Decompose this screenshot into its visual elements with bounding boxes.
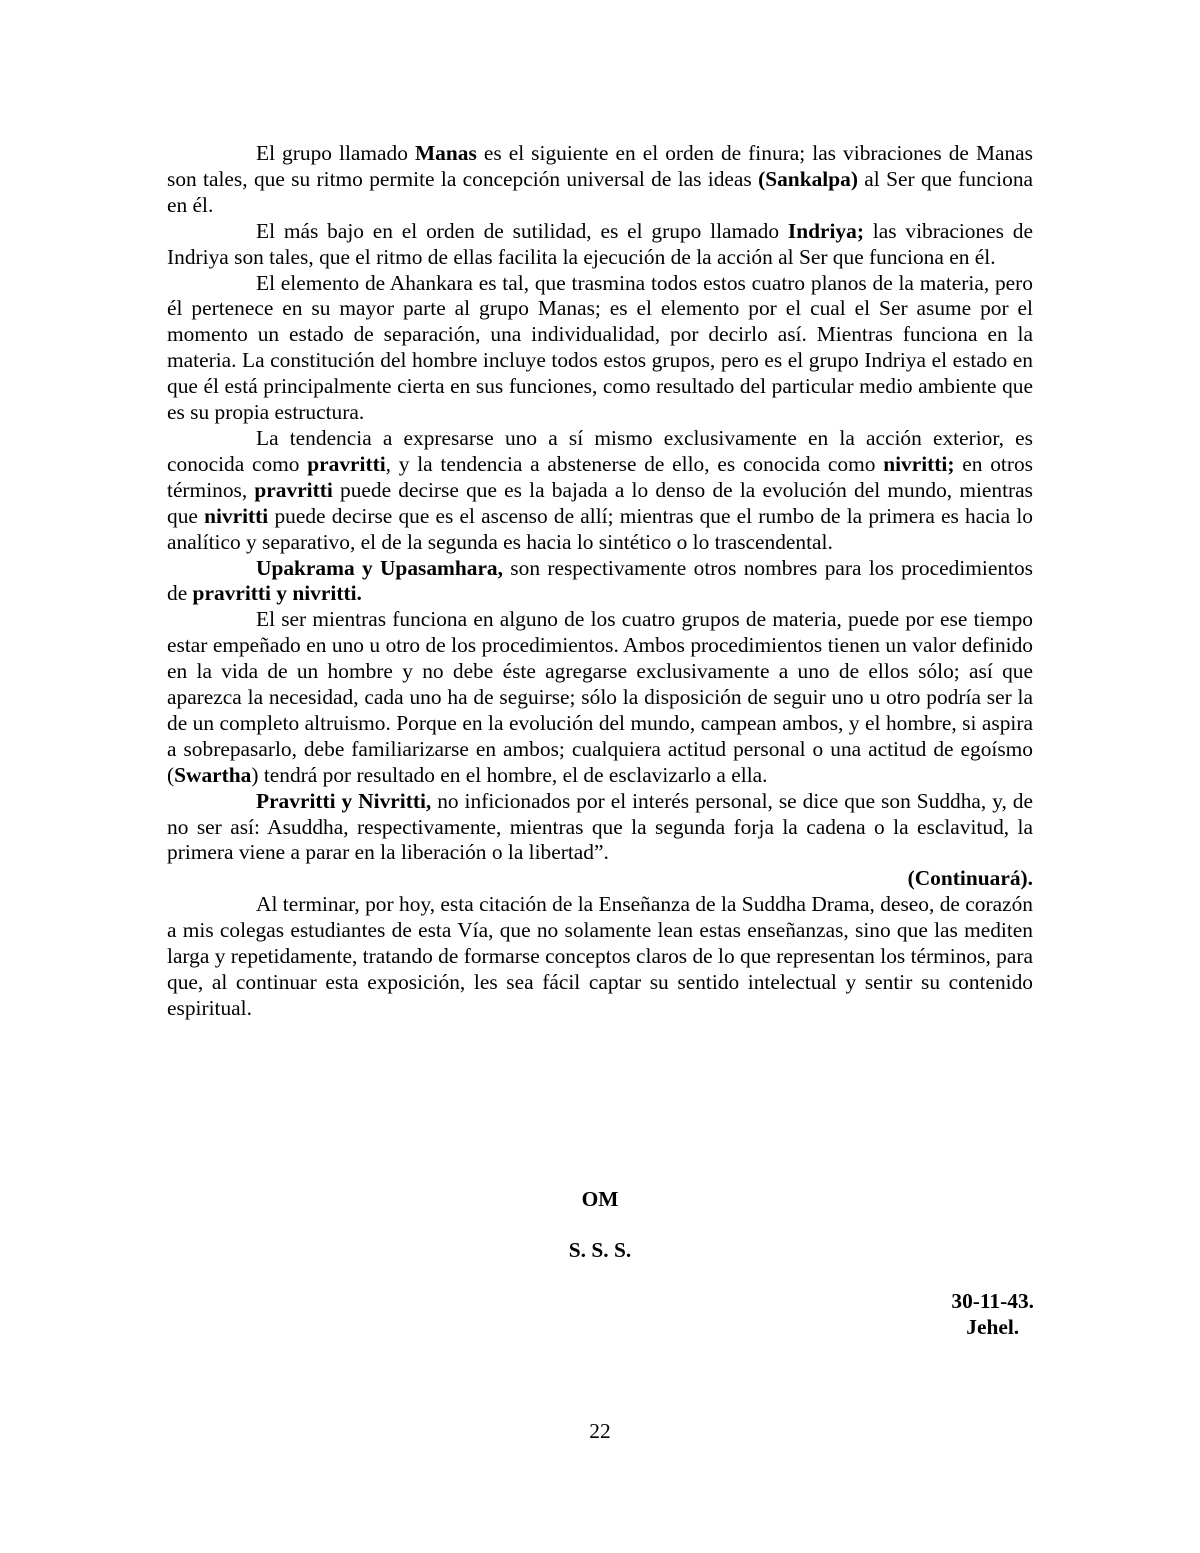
- text-run: al Ser que funciona en él.: [167, 166, 1034, 217]
- om-heading: OM: [581, 1187, 619, 1211]
- closing-paragraph: Al terminar, por hoy, esta citación de la Enseñanza de la Suddha Drama, deseo, de corazón a mis colegas estudiantes de esta Vía, que no solamente lean estas enseñanzas, sino que las mediten larga y repetidamente, tratando de formarse conceptos claros de lo que representan los términos, para que, al continuar esta exposición, les sea fácil captar su sentido intelectual y sentir su contenido espiritual.: [167, 892, 1033, 1020]
- bold-term: Swartha: [174, 762, 252, 787]
- text-run: es el siguiente en el orden de finura; las vibraciones de Manas son tales, que su ritmo permite la concepción universal de las ideas: [167, 141, 1033, 191]
- text-run: son respectivamente otros nombres para los procedimientos de: [167, 555, 1033, 606]
- page-number: 22: [589, 1419, 611, 1443]
- paragraph: [167, 426, 1033, 556]
- bold-term: Indriya;: [787, 218, 864, 243]
- bold-term: Upakrama y Upasamhara,: [256, 555, 503, 580]
- bold-term: nivritti: [204, 503, 269, 528]
- text-run: El ser mientras funciona en alguno de los cuatro grupos de materia, puede por ese tiempo estar empeñado en uno u otro de los procedimientos. Ambos procedimientos tienen un valor definido en la vida de un hombre y no debe éste agregarse exclusivamente a uno de ellos sólo; así que aparezca la necesidad, cada uno ha de seguirse; sólo la disposición de seguir uno u otro podría ser la de un completo altruismo. Porque en la evolución del mundo, campean ambos, y el hombre, si aspira a sobrepasarlo, debe familiarizarse en ambos; cualquiera actitud personal o una actitud de egoísmo (: [167, 607, 1033, 787]
- text-run: La tendencia a expresarse uno a sí mismo exclusivamente en la acción exterior, es conocida como: [167, 425, 1033, 476]
- paragraphs-container: [167, 141, 1033, 866]
- bold-term: (Sankalpa): [758, 166, 858, 191]
- text-run: puede decirse que es el ascenso de allí; mientras que el rumbo de la primera es hacia lo analítico y separativo, el de la segunda es hacia lo sintético o lo trascendental.: [167, 503, 1033, 554]
- bold-term: pravritti: [307, 451, 386, 476]
- text-run: no inficionados por el interés personal, se dice que son Suddha, y, de no ser así: Asuddha, respectivamente, mientras que la segunda forja la cadena o la esclavitud, la primera viene a parar en la liberación o la libertad”.: [167, 788, 1033, 865]
- bold-term: nivritti;: [883, 451, 955, 476]
- paragraph: [167, 607, 1033, 788]
- text-run: , y la tendencia a abstenerse de ello, es conocida como: [385, 451, 884, 476]
- signature-date: 30-11-43.: [951, 1289, 1034, 1313]
- paragraph: [167, 141, 1033, 219]
- bold-term: pravritti y nivritti.: [192, 581, 362, 606]
- paragraph: [167, 556, 1033, 608]
- text-run: El más bajo en el orden de sutilidad, es el grupo llamado: [256, 218, 788, 243]
- paragraph: [167, 789, 1033, 867]
- paragraph: [167, 271, 1033, 426]
- text-run: El elemento de Ahankara es tal, que trasmina todos estos cuatro planos de la materia, pero él pertenece en su mayor parte al grupo Manas; es el elemento por el cual el Ser asume por el momento un estado de separación, una individualidad, por decirlo así. Mientras funciona en la materia. La constitución del hombre incluye todos estos grupos, pero es el grupo Indriya el estado en que él está principalmente cierta en sus funciones, como resultado del particular medio ambiente que es su propia estructura.: [167, 270, 1033, 425]
- text-run: en otros términos,: [167, 451, 1033, 502]
- continuara-note: (Continuará).: [907, 866, 1033, 891]
- sss-heading: S. S. S.: [568, 1238, 632, 1262]
- text-run: El grupo llamado: [256, 141, 415, 165]
- bold-term: Pravritti y Nivritti,: [256, 788, 432, 813]
- body-text: [167, 141, 1033, 1022]
- bold-term: pravritti: [254, 477, 333, 502]
- signature-block: [951, 1288, 1034, 1340]
- text-run: ) tendrá por resultado en el hombre, el de esclavizarlo a ella.: [251, 762, 768, 787]
- signature-name: Jehel.: [966, 1315, 1020, 1339]
- paragraph: [167, 219, 1033, 271]
- text-run: puede decirse que es la bajada a lo denso de la evolución del mundo, mientras que: [167, 477, 1033, 528]
- text-run: las vibraciones de Indriya son tales, que el ritmo de ellas facilita la ejecución de la acción al Ser que funciona en él.: [167, 218, 1033, 269]
- bold-term: Manas: [414, 141, 477, 165]
